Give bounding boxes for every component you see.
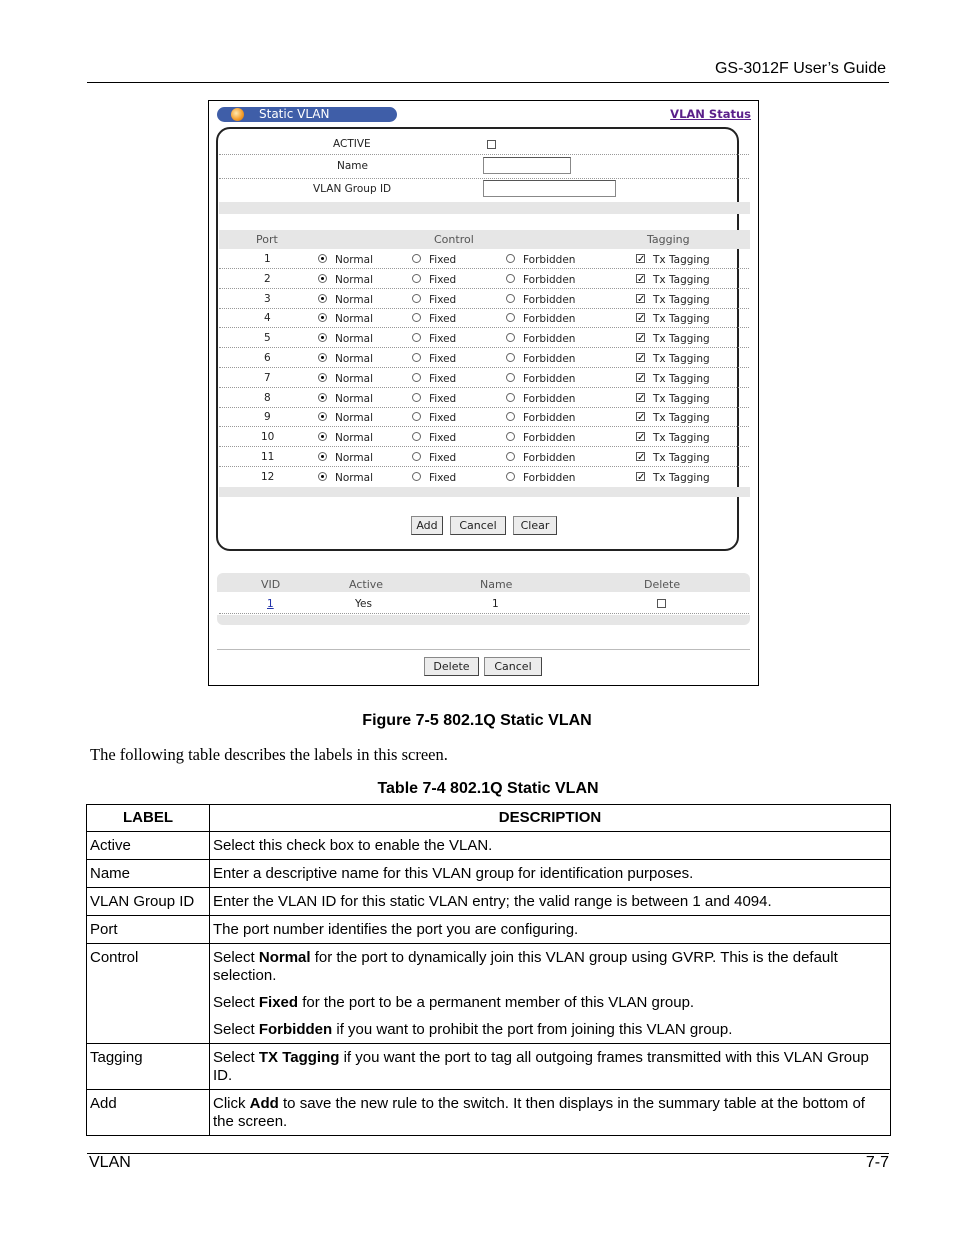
divider (219, 367, 749, 368)
footer-section: VLAN (89, 1154, 131, 1171)
control-fixed-label: Fixed (429, 392, 457, 405)
table-header-row (87, 805, 891, 832)
tx-tagging-checkbox[interactable]: ✓ (637, 392, 646, 404)
tx-tagging-label: Tx Tagging (653, 432, 710, 445)
control-normal-label: Normal (335, 471, 373, 484)
row-label: Active (87, 832, 210, 860)
row-description: Enter the VLAN ID for this static VLAN entry; the valid range is between 1 and 4094. (210, 888, 891, 916)
port-number: 8 (264, 391, 271, 404)
control-forbidden-radio[interactable] (506, 294, 515, 303)
row-label: Add (87, 1090, 210, 1136)
control-normal-radio[interactable] (318, 274, 327, 283)
name-label: Name (337, 160, 368, 172)
tx-tagging-label: Tx Tagging (653, 353, 710, 365)
tx-tagging-label: Tx Tagging (653, 452, 710, 464)
control-normal-label: Normal (335, 392, 373, 405)
control-fixed-label: Fixed (429, 333, 457, 346)
tab-title: Static VLAN (259, 107, 330, 121)
control-forbidden-radio[interactable] (506, 452, 515, 461)
vlan-group-id-input[interactable] (483, 180, 616, 197)
table-caption: Table 7-4 802.1Q Static VLAN (377, 780, 599, 797)
divider (219, 446, 749, 447)
vlan-group-id-label: VLAN Group ID (313, 183, 392, 195)
tx-tagging-checkbox[interactable]: ✓ (637, 471, 646, 483)
active-label: ACTIVE (333, 138, 371, 150)
row-label: Control (87, 944, 210, 1044)
control-forbidden-label: Forbidden (523, 392, 576, 405)
tx-tagging-checkbox[interactable]: ✓ (637, 313, 646, 325)
intro-text: The following table describes the labels in this screen. (90, 745, 448, 764)
control-normal-radio[interactable] (318, 254, 327, 263)
row-description (210, 944, 891, 1044)
table-row (87, 832, 891, 860)
control-fixed-label: Fixed (429, 372, 457, 385)
divider (219, 288, 749, 289)
divider (219, 613, 749, 614)
divider (217, 649, 750, 650)
summary-table-footer (217, 615, 750, 625)
control-fixed-label: Fixed (429, 254, 457, 266)
name-input[interactable] (483, 157, 571, 174)
control-normal-label: Normal (335, 452, 373, 464)
header-title: GS-3012F User’s Guide (714, 60, 886, 77)
port-number: 3 (264, 292, 271, 305)
control-normal-label: Normal (335, 333, 373, 346)
figure-caption: Figure 7-5 802.1Q Static VLAN (362, 712, 592, 729)
orb-icon (231, 108, 244, 121)
control-normal-label: Normal (335, 254, 373, 266)
static-vlan-tab[interactable] (217, 107, 397, 122)
control-fixed-label: Fixed (429, 273, 457, 286)
control-normal-label: Normal (335, 353, 373, 365)
divider (219, 308, 749, 309)
control-forbidden-label: Forbidden (523, 333, 576, 346)
active-header: Active (349, 578, 384, 591)
vid-header: VID (261, 578, 281, 591)
delete-header: Delete (644, 578, 681, 591)
control-fixed-label: Fixed (429, 412, 457, 425)
control-fixed-label: Fixed (429, 471, 457, 484)
port-number: 10 (261, 431, 275, 444)
control-normal-text: Select Normal for the port to dynamically join this VLAN group using GVRP. This is the default selection. (213, 949, 838, 984)
tx-tagging-label: Tx Tagging (653, 412, 710, 425)
vid-link[interactable]: 1 (267, 598, 274, 610)
divider (219, 407, 749, 408)
tagging-header: Tagging (647, 233, 690, 246)
divider (219, 154, 749, 155)
control-forbidden-radio[interactable] (506, 472, 515, 481)
control-normal-label: Normal (335, 372, 373, 385)
control-fixed-radio[interactable] (412, 274, 421, 283)
port-number: 4 (264, 312, 271, 325)
page-number: 7-7 (865, 1154, 889, 1171)
active-checkbox[interactable] (487, 140, 496, 149)
control-normal-radio[interactable] (318, 472, 327, 481)
control-forbidden-radio[interactable] (506, 254, 515, 263)
control-fixed-label: Fixed (429, 353, 457, 365)
row-label: Port (87, 916, 210, 944)
control-normal-radio[interactable] (318, 294, 327, 303)
control-forbidden-radio[interactable] (506, 353, 515, 362)
control-normal-radio[interactable] (318, 393, 327, 402)
control-forbidden-label: Forbidden (523, 432, 576, 445)
port-number: 1 (264, 253, 271, 265)
divider (219, 268, 749, 269)
control-forbidden-radio[interactable] (506, 373, 515, 382)
tx-tagging-checkbox[interactable]: ✓ (637, 333, 646, 345)
control-normal-label: Normal (335, 313, 373, 326)
row-label: Tagging (87, 1044, 210, 1090)
control-normal-label: Normal (335, 273, 373, 286)
row-description: The port number identifies the port you are configuring. (210, 916, 891, 944)
control-forbidden-label: Forbidden (523, 412, 576, 425)
divider (219, 426, 749, 427)
control-forbidden-radio[interactable] (506, 393, 515, 402)
port-number: 9 (264, 411, 271, 424)
tx-tagging-label: Tx Tagging (653, 471, 710, 484)
static-vlan-screenshot (208, 100, 759, 686)
control-forbidden-label: Forbidden (523, 353, 576, 365)
control-normal-radio[interactable] (318, 353, 327, 362)
port-table-footer (219, 487, 750, 497)
row-label: Name (87, 860, 210, 888)
tx-tagging-checkbox[interactable]: ✓ (637, 254, 646, 265)
tx-tagging-checkbox[interactable]: ✓ (637, 372, 646, 384)
control-forbidden-label: Forbidden (523, 313, 576, 326)
name-header: Name (480, 578, 513, 591)
port-number: 11 (261, 451, 275, 463)
control-fixed-label: Fixed (429, 452, 457, 464)
control-fixed-label: Fixed (429, 432, 457, 445)
control-fixed-radio[interactable] (412, 353, 421, 362)
tx-tagging-label: Tx Tagging (653, 392, 710, 405)
row-label: VLAN Group ID (87, 888, 210, 916)
tx-tagging-label: Tx Tagging (653, 372, 710, 385)
active-value: Yes (355, 598, 372, 610)
section-band (219, 202, 750, 214)
clear-button[interactable]: Clear (513, 516, 557, 535)
header-rule (87, 82, 889, 83)
tx-tagging-checkbox[interactable]: ✓ (637, 293, 646, 305)
control-forbidden-label: Forbidden (523, 452, 576, 464)
description-table (86, 804, 891, 1136)
divider (219, 347, 749, 348)
cancel-button[interactable]: Cancel (450, 516, 506, 535)
control-fixed-radio[interactable] (412, 472, 421, 481)
label-header: LABEL (87, 805, 210, 832)
control-fixed-radio[interactable] (412, 254, 421, 263)
control-normal-label: Normal (335, 293, 373, 306)
port-number: 6 (264, 352, 271, 364)
table-row (87, 916, 891, 944)
table-row (87, 888, 891, 916)
control-forbidden-radio[interactable] (506, 274, 515, 283)
divider (219, 327, 749, 328)
control-normal-radio[interactable] (318, 452, 327, 461)
control-forbidden-label: Forbidden (523, 471, 576, 484)
control-fixed-radio[interactable] (412, 393, 421, 402)
table-row (87, 1090, 891, 1136)
port-number: 12 (261, 470, 275, 483)
control-normal-label: Normal (335, 412, 373, 425)
control-normal-label: Normal (335, 432, 373, 445)
table-row (87, 860, 891, 888)
tx-tagging-label: Tx Tagging (653, 254, 710, 266)
row-description: Select this check box to enable the VLAN. (210, 832, 891, 860)
tx-tagging-checkbox[interactable]: ✓ (637, 412, 646, 424)
tx-tagging-checkbox[interactable]: ✓ (637, 432, 646, 444)
control-header: Control (434, 233, 474, 246)
name-value: 1 (492, 598, 499, 610)
add-button[interactable]: Add (411, 516, 443, 535)
control-fixed-label: Fixed (429, 313, 457, 326)
tx-tagging-checkbox[interactable]: ✓ (637, 273, 646, 285)
control-forbidden-label: Forbidden (523, 372, 576, 385)
tx-tagging-label: Tx Tagging (653, 293, 710, 306)
tx-tagging-label: Tx Tagging (653, 273, 710, 286)
divider (219, 178, 749, 179)
vlan-status-link[interactable]: VLAN Status (670, 107, 751, 121)
tx-tagging-checkbox[interactable]: ✓ (637, 452, 646, 463)
divider (219, 466, 749, 467)
control-fixed-text: Select Fixed for the port to be a permanent member of this VLAN group. (213, 994, 695, 1011)
tx-tagging-label: Tx Tagging (653, 333, 710, 346)
row-description: Click Add to save the new rule to the switch. It then displays in the summary table at the bottom of the screen. (210, 1090, 891, 1136)
footer-rule (87, 1153, 889, 1154)
port-number: 7 (264, 371, 271, 384)
cancel-summary-button[interactable]: Cancel (484, 657, 542, 676)
control-forbidden-label: Forbidden (523, 254, 576, 266)
control-forbidden-label: Forbidden (523, 293, 576, 306)
port-number: 5 (264, 332, 271, 345)
control-forbidden-text: Select Forbidden if you want to prohibit the port from joining this VLAN group. (213, 1021, 733, 1038)
description-header: DESCRIPTION (210, 805, 891, 832)
control-fixed-radio[interactable] (412, 452, 421, 461)
tx-tagging-checkbox[interactable]: ✓ (637, 353, 646, 364)
delete-checkbox[interactable] (657, 599, 666, 608)
table-row (87, 944, 891, 1044)
control-normal-radio[interactable] (318, 373, 327, 382)
port-header: Port (256, 233, 278, 246)
row-description: Enter a descriptive name for this VLAN group for identification purposes. (210, 860, 891, 888)
control-fixed-radio[interactable] (412, 294, 421, 303)
control-forbidden-label: Forbidden (523, 273, 576, 286)
divider (219, 387, 749, 388)
control-fixed-label: Fixed (429, 293, 457, 306)
control-fixed-radio[interactable] (412, 373, 421, 382)
delete-button[interactable]: Delete (424, 657, 479, 676)
row-description: Select TX Tagging if you want the port to tag all outgoing frames transmitted with this VLAN Group ID. (210, 1044, 891, 1090)
table-row (87, 1044, 891, 1090)
port-number: 2 (264, 272, 271, 285)
tx-tagging-label: Tx Tagging (653, 313, 710, 326)
